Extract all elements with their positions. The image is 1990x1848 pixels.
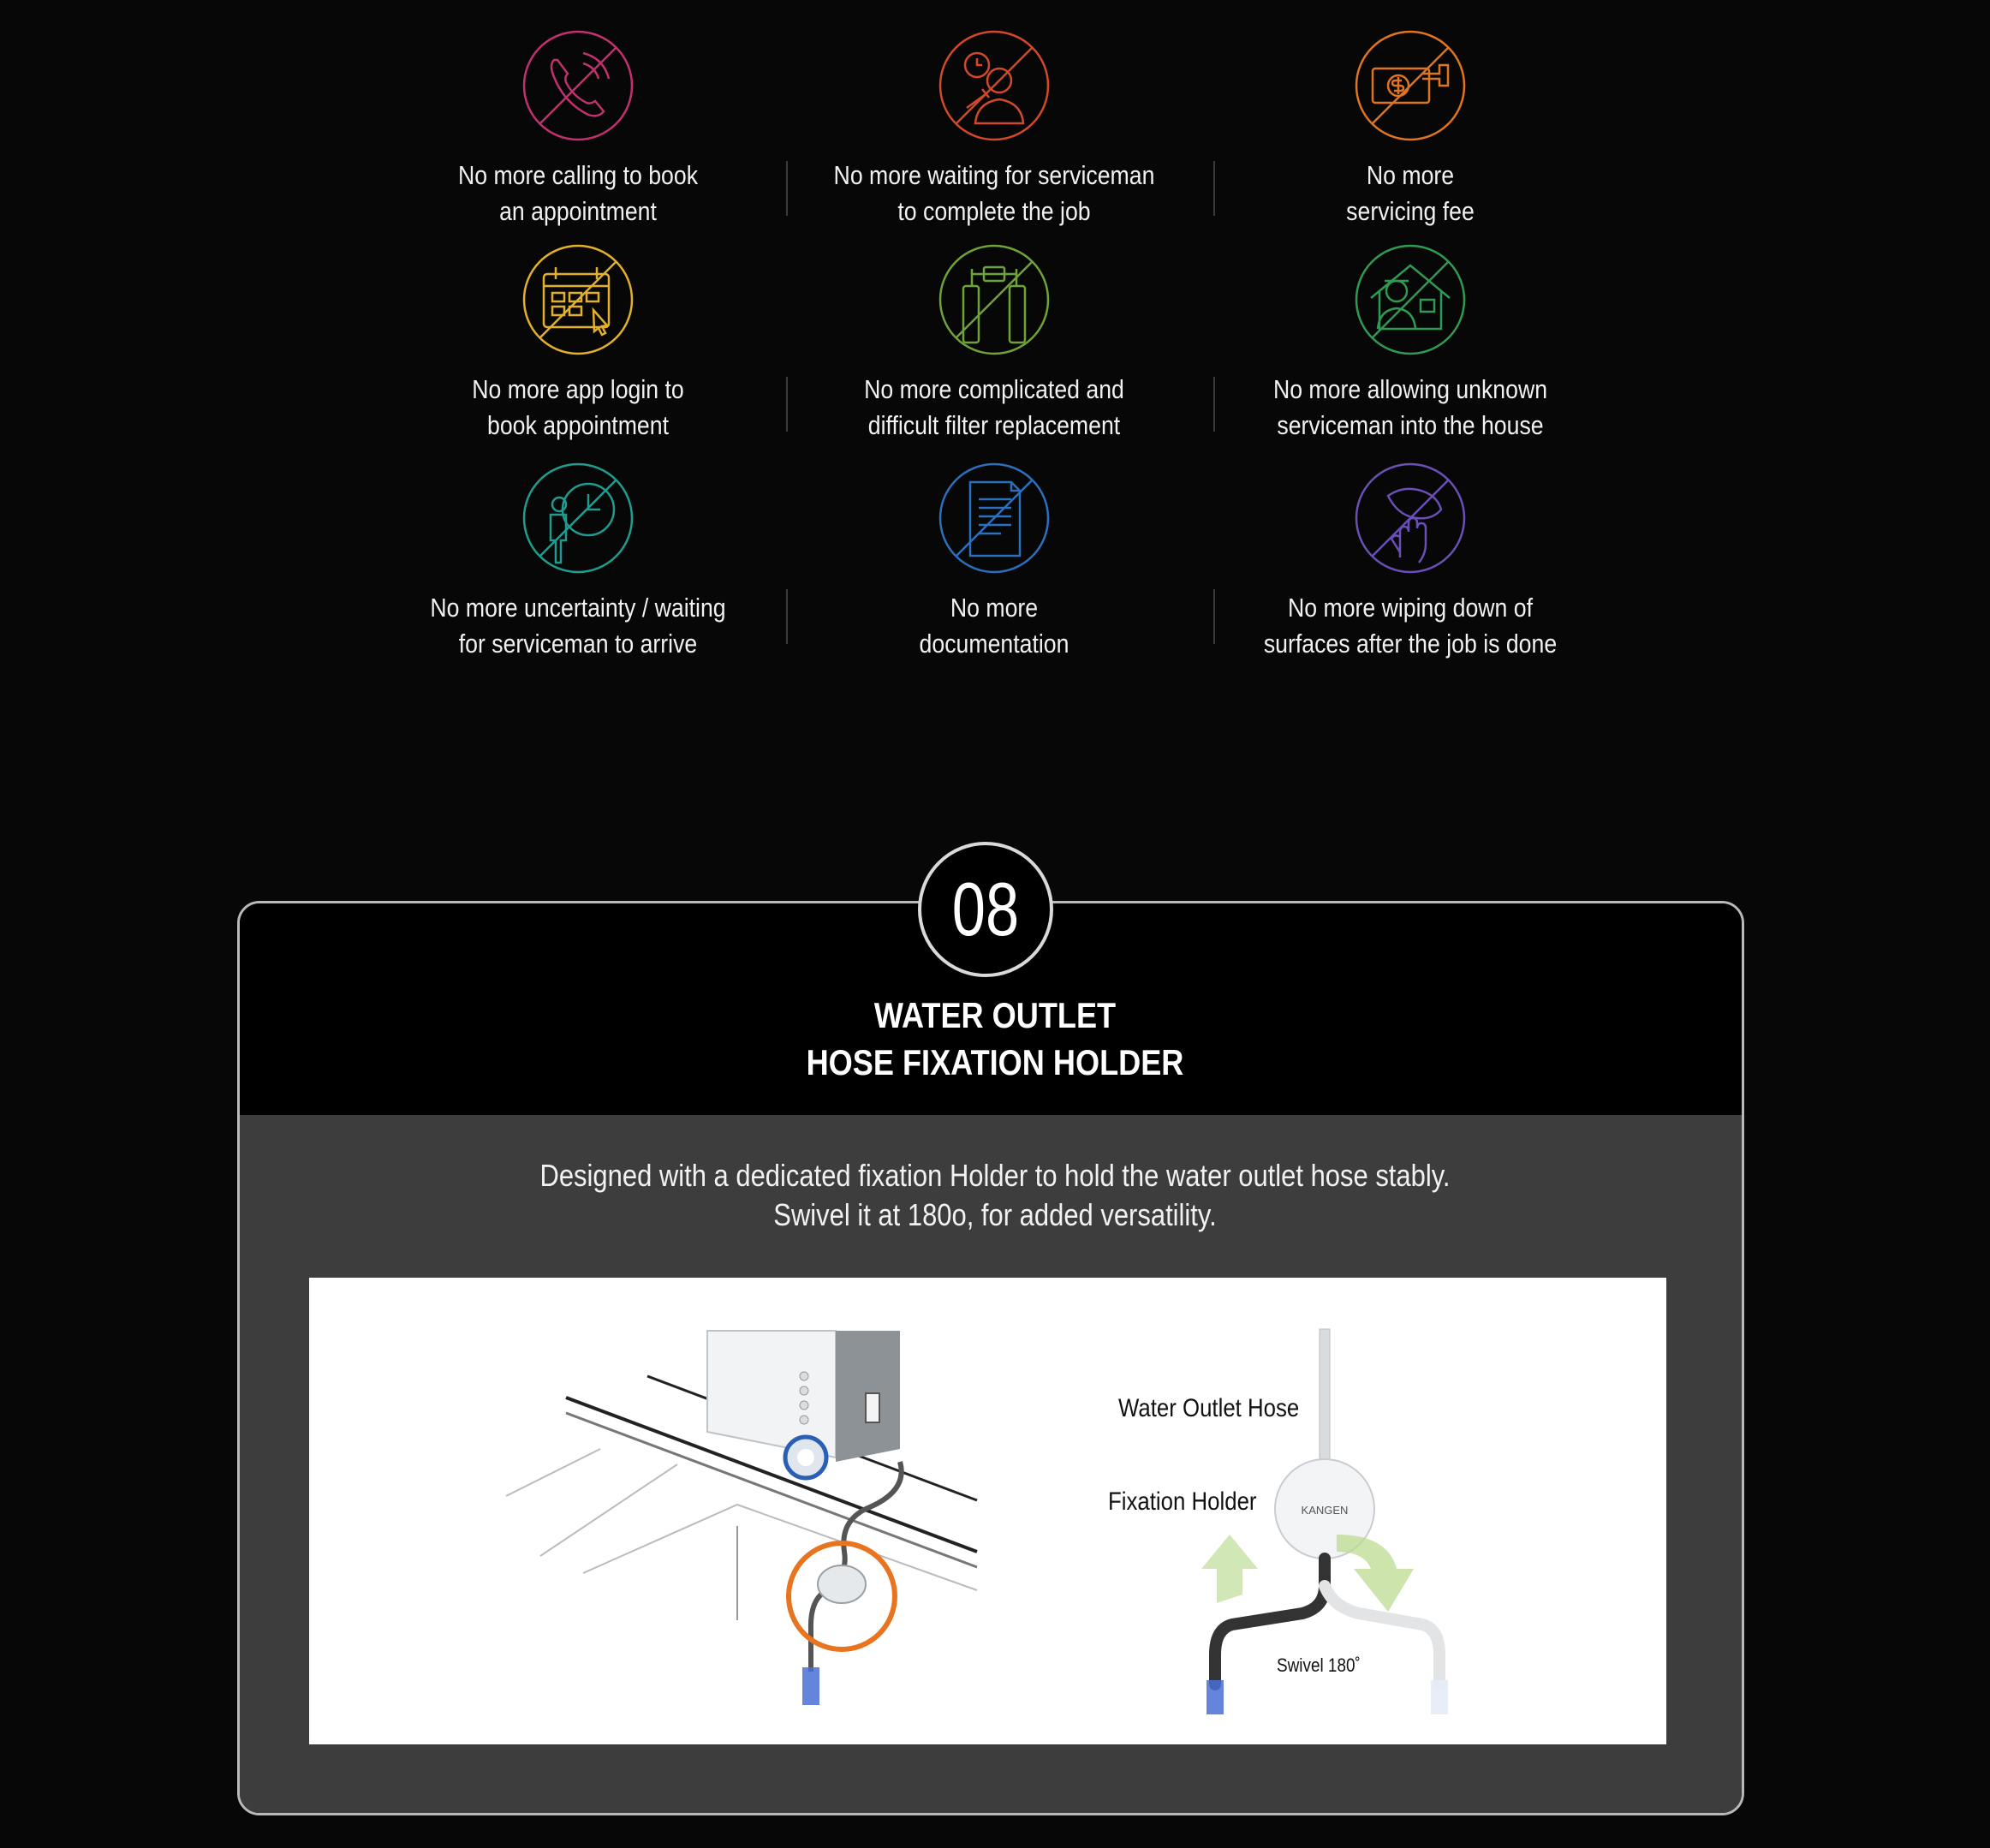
benefit-no-uncertainty — [355, 462, 801, 662]
benefit-label: No more complicated and difficult filter replacement — [864, 374, 1124, 440]
benefit-no-fee — [1188, 29, 1633, 230]
divider — [786, 161, 788, 216]
benefit-no-waiting-job — [772, 29, 1217, 230]
brand-text: KANGEN — [1301, 1504, 1349, 1517]
no-stranger-house-icon — [1354, 243, 1467, 356]
benefit-label: No more calling to book an appointment — [457, 160, 699, 226]
no-phone-call-icon — [521, 29, 635, 142]
label-swivel: Swivel 180˚ — [1277, 1654, 1361, 1676]
benefit-no-filter-replacement — [772, 243, 1217, 444]
no-serviceman-waiting-icon — [938, 29, 1051, 142]
no-documentation-icon — [938, 462, 1051, 575]
title-line-1: WATER OUTLET — [873, 995, 1117, 1035]
benefit-label: No more uncertainty / waiting for serviceman to arrive — [430, 593, 726, 659]
no-filter-replacement-icon — [938, 243, 1051, 356]
label-fixation-holder: Fixation Holder — [1108, 1487, 1257, 1516]
divider — [786, 589, 788, 644]
section-number-badge — [918, 842, 1053, 977]
benefit-label: No more app login to book appointment — [472, 374, 684, 440]
no-servicing-fee-icon — [1354, 29, 1467, 142]
benefit-label: No more waiting for serviceman to complete the job — [833, 160, 1155, 226]
section-description — [0, 1156, 1990, 1235]
no-wiping-surfaces-icon — [1354, 462, 1467, 575]
benefit-no-stranger — [1188, 243, 1633, 444]
no-app-booking-icon — [521, 243, 635, 356]
benefit-no-calling — [355, 29, 801, 230]
product-illustration — [309, 1278, 1666, 1744]
desc-line-1: Designed with a dedicated fixation Holder to hold the water outlet hose stably. — [539, 1158, 1451, 1193]
no-uncertain-wait-icon — [521, 462, 635, 575]
section-number: 08 — [951, 867, 1020, 951]
water-ionizer-machine — [707, 1331, 900, 1478]
divider — [1213, 377, 1215, 432]
benefits-grid — [0, 0, 1990, 685]
hose-holder-diagram — [309, 1278, 1666, 1744]
benefit-label: No more servicing fee — [1346, 160, 1475, 226]
benefit-label: No more documentation — [919, 593, 1069, 659]
section-title — [0, 992, 1990, 1086]
benefit-label: No more wiping down of surfaces after the job is done — [1263, 593, 1558, 659]
desc-line-2: Swivel it at 180o, for added versatility. — [773, 1197, 1217, 1232]
benefit-no-documentation — [772, 462, 1217, 662]
title-line-2: HOSE FIXATION HOLDER — [806, 1042, 1184, 1082]
divider — [786, 377, 788, 432]
divider — [1213, 589, 1215, 644]
benefit-no-wiping — [1188, 462, 1633, 662]
label-water-outlet-hose: Water Outlet Hose — [1118, 1394, 1300, 1422]
benefit-no-app-login — [355, 243, 801, 444]
benefit-label: No more allowing unknown serviceman into the house — [1272, 374, 1548, 440]
divider — [1213, 161, 1215, 216]
